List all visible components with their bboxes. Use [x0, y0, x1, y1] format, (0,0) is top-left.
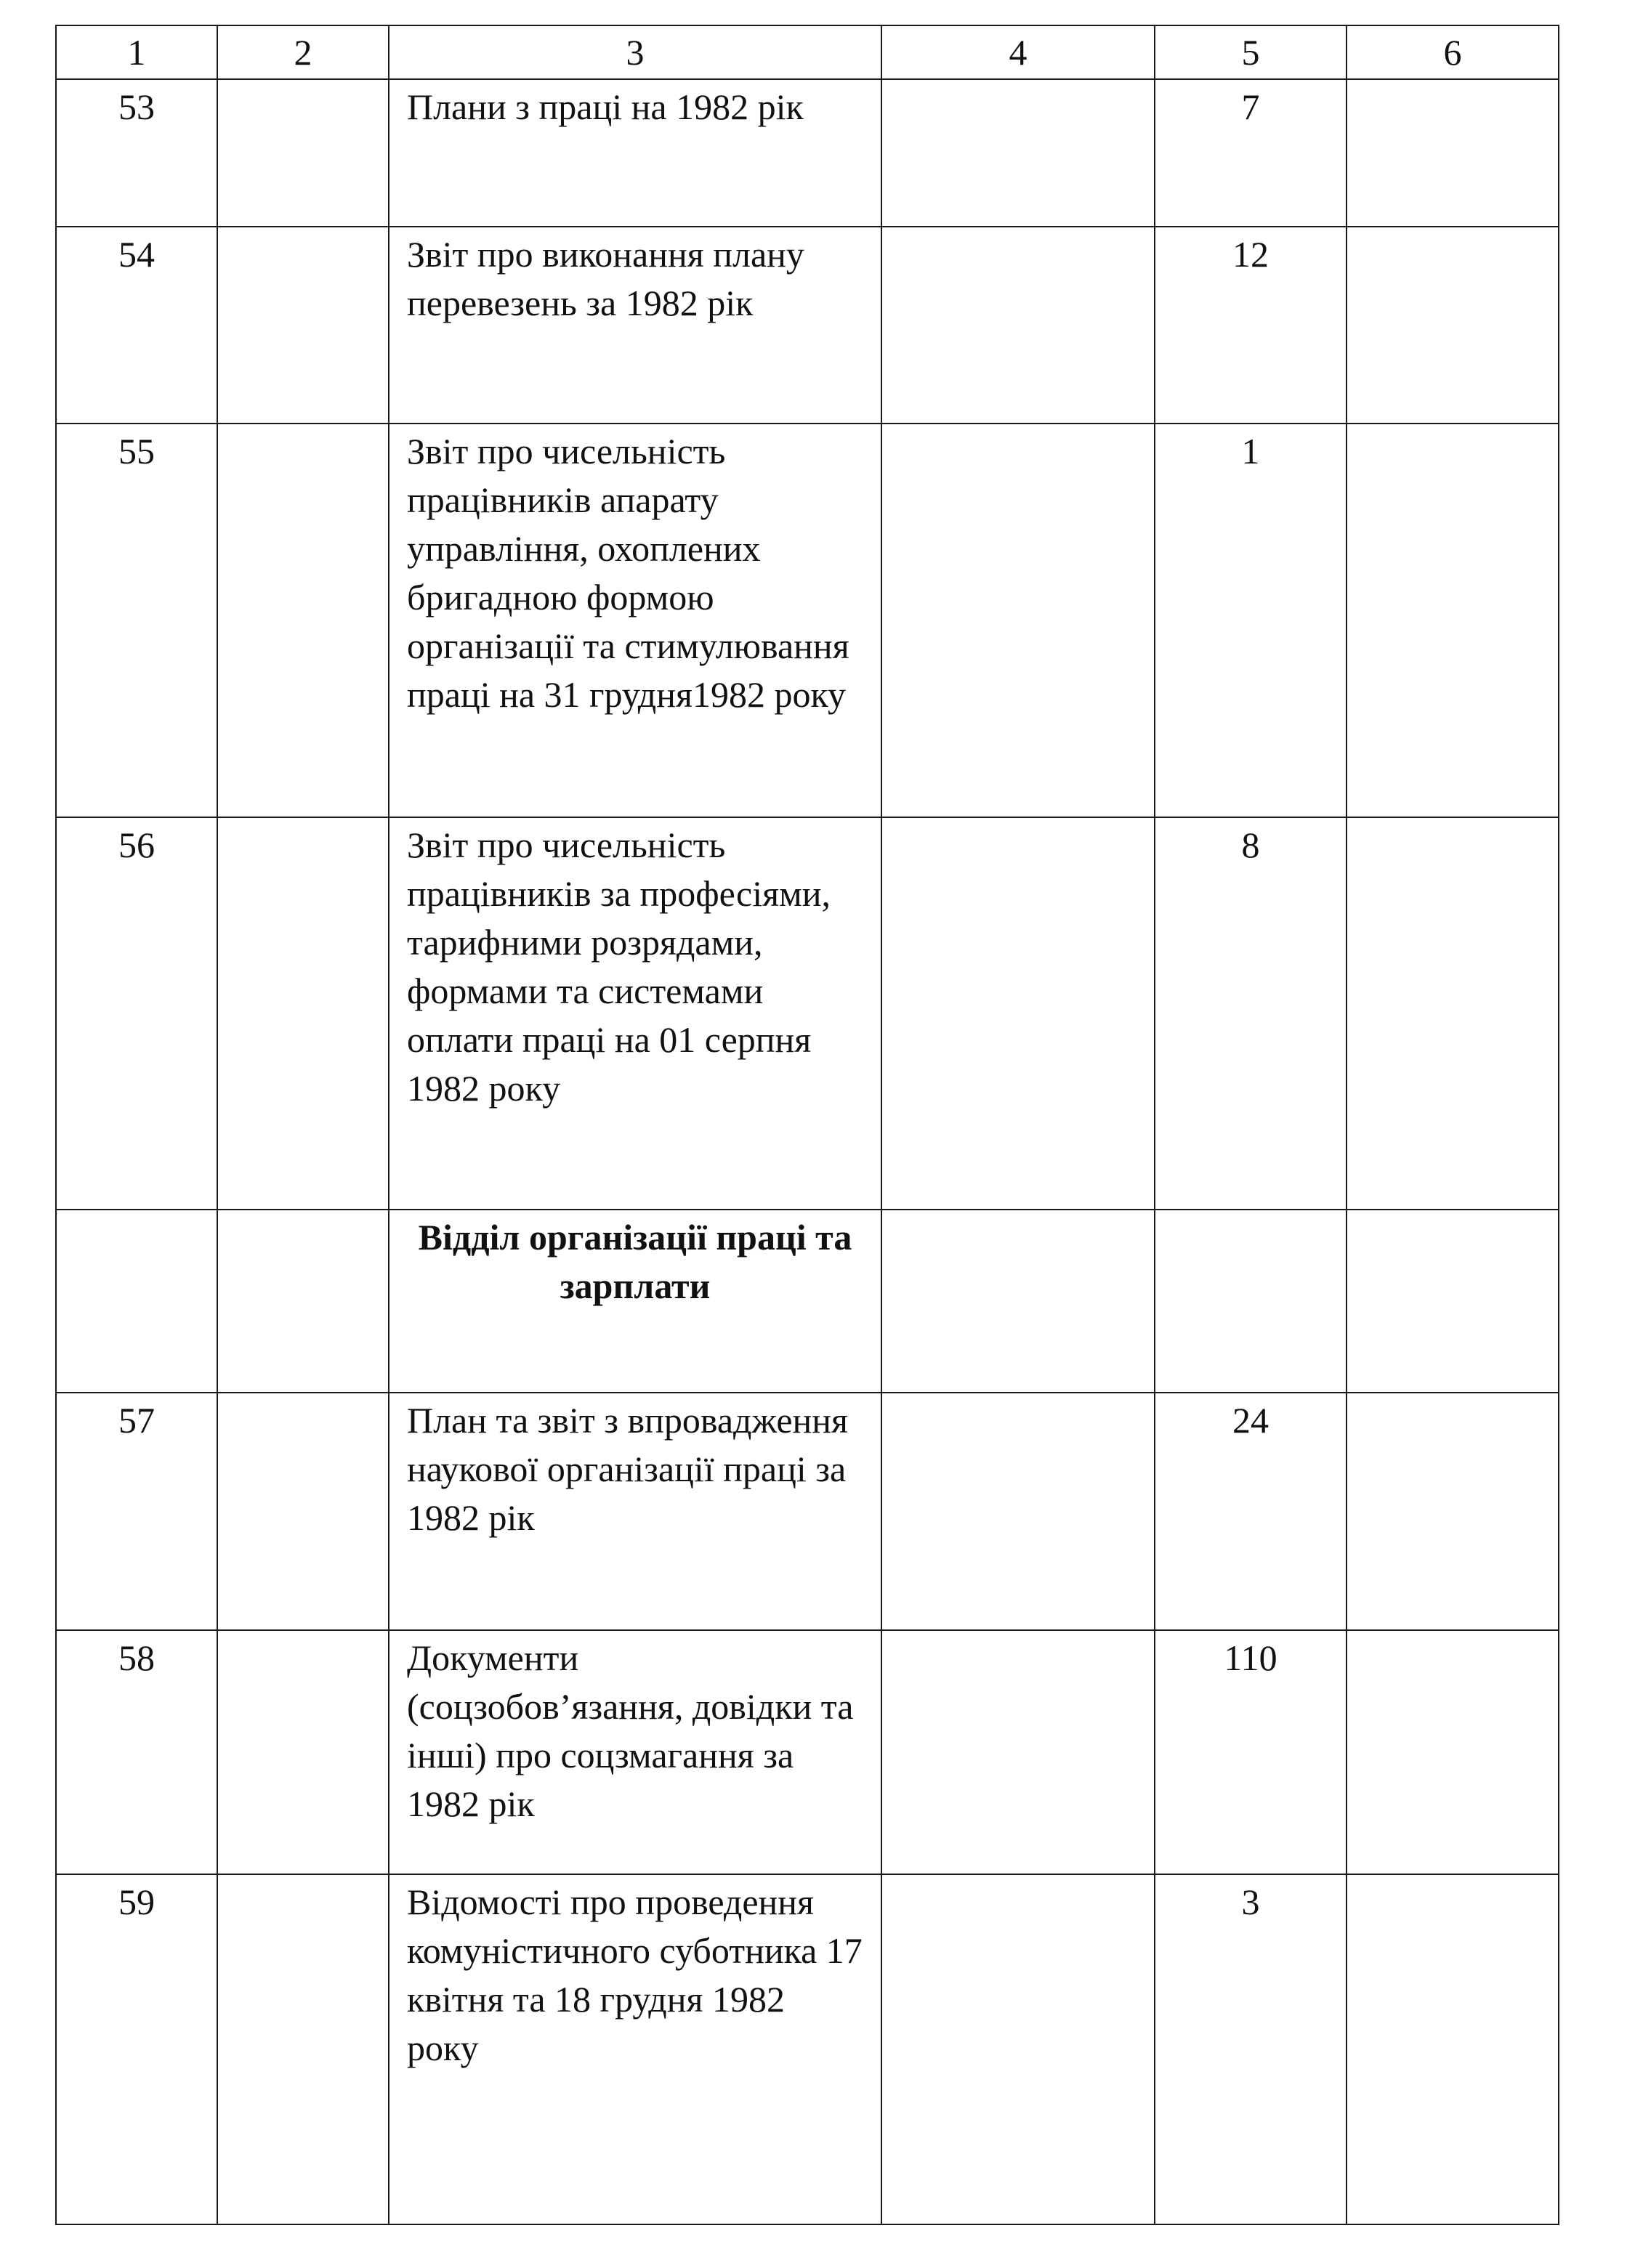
item-number: 54: [56, 227, 217, 424]
cell-col6: [1347, 227, 1559, 424]
cell-col4: [881, 1393, 1155, 1630]
cell-col6: [1347, 1874, 1559, 2224]
item-title: Звіт про виконання плану перевезень за 1982 рік: [389, 227, 881, 424]
cell-col4: [881, 1874, 1155, 2224]
cell-col2: [217, 424, 389, 817]
item-number: 55: [56, 424, 217, 817]
item-count: 24: [1155, 1393, 1347, 1630]
cell-col4: [881, 1630, 1155, 1874]
column-header-3: 3: [389, 25, 881, 79]
column-header-4: 4: [881, 25, 1155, 79]
column-header-1: 1: [56, 25, 217, 79]
cell-col2: [217, 1630, 389, 1874]
item-number: 53: [56, 79, 217, 227]
cell-col2: [217, 817, 389, 1210]
column-header-6: 6: [1347, 25, 1559, 79]
column-header-2: 2: [217, 25, 389, 79]
table-row: [56, 79, 1559, 227]
cell-col4: [881, 79, 1155, 227]
cell-col2: [217, 227, 389, 424]
table-row: [56, 1874, 1559, 2224]
item-title: Відомості про проведення комуністичного суботника 17 квітня та 18 грудня 1982 року: [389, 1874, 881, 2224]
cell-col4: [881, 817, 1155, 1210]
column-header-5: 5: [1155, 25, 1347, 79]
cell-col2: [217, 1210, 389, 1393]
cell-col6: [1347, 817, 1559, 1210]
cell-col2: [217, 79, 389, 227]
cell-col4: [881, 1210, 1155, 1393]
item-count: 12: [1155, 227, 1347, 424]
item-count: 7: [1155, 79, 1347, 227]
table-row: [56, 424, 1559, 817]
section-row: [56, 1210, 1559, 1393]
item-number: 56: [56, 817, 217, 1210]
cell-col4: [881, 424, 1155, 817]
header-row: [56, 25, 1559, 79]
item-title: План та звіт з впровадження наукової організації праці за 1982 рік: [389, 1393, 881, 1630]
item-title: Документи (соцзобов’язання, довідки та інші) про соцзмагання за 1982 рік: [389, 1630, 881, 1874]
cell-col6: [1347, 1210, 1559, 1393]
item-count: 8: [1155, 817, 1347, 1210]
cell-col4: [881, 227, 1155, 424]
table-row: [56, 227, 1559, 424]
item-count: 3: [1155, 1874, 1347, 2224]
cell-col6: [1347, 1630, 1559, 1874]
item-count: 110: [1155, 1630, 1347, 1874]
cell-col6: [1347, 424, 1559, 817]
section-heading: Відділ організації праці та зарплати: [389, 1210, 881, 1393]
table-row: [56, 1393, 1559, 1630]
item-number: 57: [56, 1393, 217, 1630]
cell-col2: [217, 1393, 389, 1630]
item-number: [56, 1210, 217, 1393]
item-count: [1155, 1210, 1347, 1393]
item-title: Звіт про чисельність працівників за професіями, тарифними розрядами, формами та системами оплати праці на 01 серпня 1982 року: [389, 817, 881, 1210]
cell-col2: [217, 1874, 389, 2224]
table-row: [56, 817, 1559, 1210]
item-title: Звіт про чисельність працівників апарату управління, охоплених бригадною формою організації та стимулювання праці на 31 грудня1982 року: [389, 424, 881, 817]
item-title: Плани з праці на 1982 рік: [389, 79, 881, 227]
cell-col6: [1347, 79, 1559, 227]
item-count: 1: [1155, 424, 1347, 817]
item-number: 59: [56, 1874, 217, 2224]
table-row: [56, 1630, 1559, 1874]
item-number: 58: [56, 1630, 217, 1874]
archive-register-table: [55, 25, 1559, 2225]
cell-col6: [1347, 1393, 1559, 1630]
